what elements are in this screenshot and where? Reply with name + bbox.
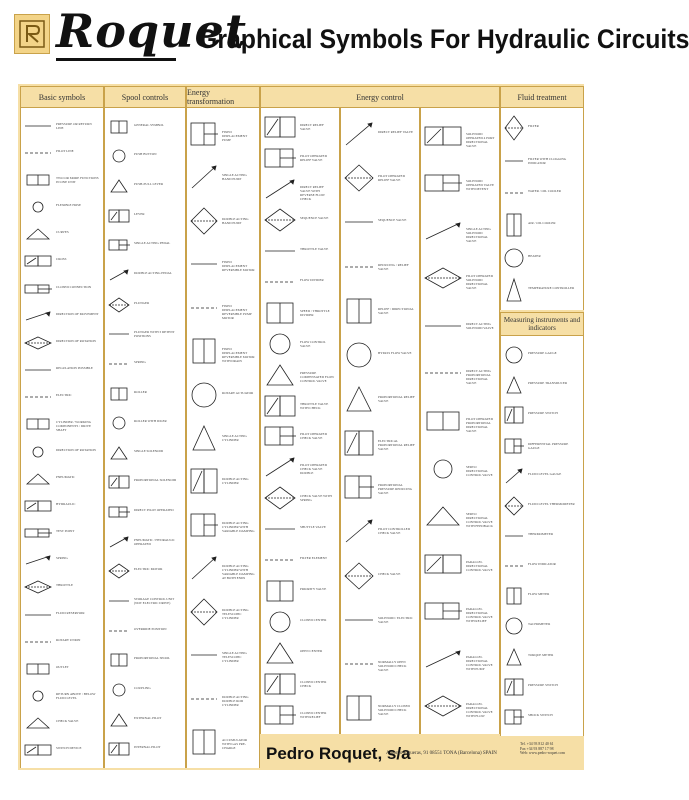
basic-symbol-icon: [23, 608, 53, 622]
meas-symbol-icon: [503, 405, 525, 425]
spool-symbol-label: SINGLE ACTING PEDAL: [134, 241, 171, 246]
ctrl-a-symbol-icon: [263, 672, 297, 696]
energy-symbol-icon: [189, 207, 219, 235]
ctrl-a-symbol-icon: [263, 177, 297, 201]
ctrl-a-symbol-label: PRIORITY VALVE: [300, 586, 327, 591]
basic-symbol-label: CLOSED CONNECTION: [56, 284, 92, 289]
spool-symbol-label: PROPORTIONAL SOLENOID: [134, 478, 177, 483]
ctrl-b-symbol-label: BYPASS FLOW VALVE: [378, 350, 412, 355]
ctrl-a-symbol-label: FILTER ELEMENT: [300, 556, 328, 561]
brand-underline: [56, 58, 176, 61]
ctrl-a-symbol-label: PILOT OPERATED CHECK VALVE: [300, 432, 327, 441]
ctrl-a-symbol-label: THROTTLE VALVE WITH CHECK: [300, 401, 329, 410]
energy-symbol-label: FIXED DISPLACEMENT REVERSIBLE PUMP MOTOR: [222, 303, 252, 320]
energy-symbol-label: ACCUMULATOR WITH GAS PRE-CHARGE: [222, 738, 248, 751]
basic-symbol-icon: [23, 336, 53, 350]
ctrl-a-symbol-label: SPEED / THROTTLE DIVIDER: [300, 308, 330, 317]
meas-symbol-icon: [503, 707, 525, 727]
ctrl-c-symbol-label: PILOT OPERATED PROPORTIONAL DIRECTIONAL VALVE: [466, 417, 493, 433]
basic-symbol-icon: [23, 363, 53, 377]
energy-symbol-icon: [189, 250, 219, 278]
meas-symbol-icon: [503, 466, 525, 486]
spool-symbol-icon: [107, 623, 131, 639]
ctrl-b-symbol-label: PILOT CONTROLLED CHECK VALVE: [378, 527, 411, 536]
energy-symbol-icon: [189, 511, 219, 539]
column-header-spool: Spool controls: [104, 86, 186, 108]
spool-symbol-label: PUSH-PULL LEVER: [134, 182, 164, 187]
spool-symbol-label: EXTERNAL PILOT: [134, 715, 162, 720]
ctrl-a-symbol-label: THROTTLE VALVE: [300, 247, 329, 252]
fluid-symbol-label: TEMPERATURE CONTROLLER: [528, 285, 575, 290]
basic-symbol-icon: [23, 743, 53, 757]
spool-symbol-label: STORAGE CONTROL UNIT (NOT ELECTRIC DRIVE): [134, 597, 175, 605]
ctrl-b-symbol-label: REDUCING / RELIEF VALVE: [378, 262, 409, 271]
basic-symbol-label: SPRING: [56, 556, 68, 561]
spool-symbol-icon: [107, 356, 131, 372]
energy-symbol-label: SINGLE ACTING TELESCOPIC CYLINDER: [222, 651, 247, 664]
basic-symbol-icon: [23, 689, 53, 703]
ctrl-c-symbol-label: DIRECT ACTING SOLENOID VALVE: [466, 321, 494, 330]
spool-symbol-icon: [107, 504, 131, 520]
energy-symbol-label: DOUBLE ACTING CYLINDER WITH VARIABLE DAMPING AT BOTH ENDS: [222, 564, 255, 581]
basic-symbol-label: THROTTLE: [56, 583, 74, 588]
ctrl-c-symbol-label: PARALLEL DIRECTIONAL CONTROL VALVE WITH FLOW: [466, 702, 493, 719]
spool-symbol-icon: [107, 148, 131, 164]
energy-symbol-icon: [189, 467, 219, 495]
footer-fax: Fax +34 93 887 17 98: [520, 746, 554, 751]
basic-symbol-label: FLEXIBLE HOSE: [56, 203, 82, 208]
spool-symbol-icon: [107, 474, 131, 490]
fluid-symbol-label: FILTER WITH CLOGGING INDICATOR: [528, 156, 567, 165]
ctrl-b-symbol-label: NORMALLY OPEN SOLENOID CHECK VALVE: [378, 659, 407, 672]
basic-symbol-label: OUTLET: [56, 664, 69, 669]
spool-symbol-icon: [107, 712, 131, 728]
column-header-energy: Energy transformation: [186, 86, 260, 108]
ctrl-a-symbol-icon: [263, 270, 297, 294]
basic-symbol-label: PILOT LINE: [56, 148, 74, 153]
ctrl-c-symbol-icon: [423, 695, 463, 717]
meas-symbol-icon: [503, 586, 525, 606]
energy-symbol-label: SINGLE ACTING HAND PUMP: [222, 173, 247, 182]
ctrl-c-symbol-icon: [423, 315, 463, 337]
energy-symbol-label: SINGLE ACTING CYLINDER: [222, 434, 247, 442]
energy-symbol-label: DOUBLE ACTING CYLINDER: [222, 477, 249, 486]
ctrl-a-symbol-label: DIRECT RELIEF VALVE WITH REVERSE FLOW CHECK: [300, 185, 325, 202]
footer-web: Web: www.pedro-roquet.com: [520, 751, 565, 756]
meas-symbol-icon: [503, 375, 525, 395]
basic-symbol-icon: [23, 309, 53, 323]
basic-symbol-icon: [23, 173, 53, 187]
energy-symbol-label: FIXED DISPLACEMENT PUMP: [222, 129, 248, 142]
ctrl-b-symbol-label: ELECTRICAL PROPORTIONAL RELIEF VALVE: [378, 439, 415, 452]
ctrl-c-symbol-label: PARALLEL DIRECTIONAL CONTROL VALVE WITH PUMP: [466, 654, 493, 671]
basic-symbol-label: TEST POINT: [56, 529, 75, 534]
basic-symbol-label: TWO OR MORE FUNCTIONS IN ONE UNIT: [56, 175, 99, 184]
ctrl-b-symbol-label: DIRECT RELIEF VALVE: [378, 130, 414, 135]
basic-symbol-icon: [23, 254, 53, 268]
ctrl-b-symbol-label: SOLENOID / ELECTRIC VALVE: [378, 615, 413, 624]
ctrl-c-symbol-icon: [423, 220, 463, 242]
ctrl-a-symbol-icon: [263, 641, 297, 665]
energy-symbol-icon: [189, 728, 219, 756]
meas-symbol-label: FLOW METER: [528, 592, 550, 597]
spool-symbol-icon: [107, 297, 131, 313]
basic-symbol-icon: [23, 716, 53, 730]
ctrl-b-symbol-icon: [343, 473, 375, 501]
fluid-symbol-label: WATER / OIL COOLER: [528, 188, 561, 193]
energy-symbol-icon: [189, 598, 219, 626]
energy-symbol-label: ROTARY ACTUATOR: [222, 390, 254, 395]
ctrl-b-symbol-icon: [343, 694, 375, 722]
ctrl-a-symbol-icon: [263, 548, 297, 572]
ctrl-a-symbol-label: FLOW CONTROL VALVE: [300, 339, 326, 348]
ctrl-a-symbol-label: DIRECT RELIEF VALVE: [300, 123, 324, 132]
ctrl-a-symbol-label: CHECK VALVE WITH SPRING: [300, 494, 332, 503]
meas-symbol-label: FLOW INDICATOR: [528, 562, 556, 567]
column-header-fluid: Fluid treatment: [500, 86, 584, 108]
spool-symbol-label: PLUNGER: [134, 300, 150, 305]
ctrl-b-symbol-label: PILOT OPERATED RELIEF VALVE: [378, 174, 405, 183]
basic-symbol-label: ELECTRIC: [56, 393, 72, 398]
ctrl-a-symbol-icon: [263, 239, 297, 263]
ctrl-b-symbol-icon: [343, 341, 375, 369]
spool-symbol-icon: [107, 534, 131, 550]
ctrl-b-symbol-icon: [343, 562, 375, 590]
ctrl-c-symbol-label: SERVO DIRECTIONAL CONTROL VALVE: [466, 464, 493, 477]
spool-symbol-icon: [107, 445, 131, 461]
spool-symbol-label: PROPORTIONAL SPOOL: [134, 656, 171, 661]
basic-symbol-label: RETURN ABOVE / BELOW FLUID LEVEL: [56, 692, 96, 701]
ctrl-c-symbol-label: SINGLE ACTING SOLENOID DIRECTIONAL VALVE: [466, 226, 491, 243]
ctrl-a-symbol-icon: [263, 363, 297, 387]
meas-symbol-label: TORQUE METER: [528, 652, 554, 657]
ctrl-c-symbol-label: SERVO DIRECTIONAL CONTROL VALVE WITH FEEDBACK: [466, 512, 493, 529]
ctrl-c-symbol-icon: [423, 125, 463, 147]
basic-symbol-label: HYDRAULIC: [56, 501, 76, 506]
ctrl-a-symbol-label: CLOSED CENTER: [300, 617, 327, 622]
energy-symbol-label: FIXED DISPLACEMENT REVERSIBLE MOTOR WITH DRAIN: [222, 347, 255, 364]
column-header-control: Energy control: [260, 86, 500, 108]
energy-symbol-icon: [189, 120, 219, 148]
energy-symbol-label: DOUBLE ACTING DOUBLE ROD CYLINDER: [222, 694, 249, 707]
basic-symbol-label: CYLINDER / WORKING COMPONENTS / DRIVE SHAFT: [56, 420, 92, 433]
energy-symbol-icon: [189, 554, 219, 582]
ctrl-c-symbol-icon: [423, 553, 463, 575]
spool-symbol-label: ROLLER WITH IDLER: [134, 419, 167, 424]
basic-symbol-label: DIRECTION OF ROTATION: [56, 447, 96, 452]
spool-symbol-label: GENERAL SYMBOL: [134, 122, 164, 127]
fluid-symbol-icon: [503, 245, 525, 271]
basic-symbol-icon: [23, 227, 53, 241]
basic-symbol-label: PRESSURE OR RETURN LINE: [56, 121, 92, 130]
ctrl-b-symbol-icon: [343, 253, 375, 281]
spool-symbol-label: PNEUMATIC / HYDRAULIC OPERATED: [134, 537, 175, 546]
footer-contact: [520, 742, 582, 756]
spool-symbol-label: DIRECT PILOT OPERATED: [134, 508, 174, 513]
column-header-basic: Basic symbols: [20, 86, 104, 108]
ctrl-a-symbol-icon: [263, 208, 297, 232]
ctrl-a-symbol-label: FLOW DIVIDER: [300, 277, 324, 282]
spool-symbol-label: ELECTRIC MOTOR: [134, 567, 163, 572]
meas-symbol-icon: [503, 496, 525, 516]
basic-symbol-icon: [23, 580, 53, 594]
ctrl-a-symbol-label: SHUTTLE VALVE: [300, 525, 326, 530]
ctrl-a-symbol-icon: [263, 424, 297, 448]
footer-tel: Tel. +34 93 812 40 61: [520, 742, 554, 746]
fluid-symbol-icon: [503, 277, 525, 303]
ctrl-b-symbol-icon: [343, 208, 375, 236]
ctrl-c-symbol-label: PILOT OPERATED SOLENOID DIRECTIONAL VALVE: [466, 274, 493, 291]
meas-symbol-label: PRESSURE GAUGE: [528, 351, 557, 356]
ctrl-a-symbol-icon: [263, 517, 297, 541]
ctrl-a-symbol-label: SEQUENCE VALVE: [300, 216, 329, 221]
ctrl-b-symbol-icon: [343, 606, 375, 634]
ctrl-b-symbol-label: RELIEF / DIRECTIONAL VALVE: [378, 306, 414, 315]
basic-symbol-label: CHECK VALVE: [56, 719, 79, 724]
spool-symbol-label: COUPLING: [134, 685, 151, 690]
ctrl-c-symbol-icon: [423, 267, 463, 289]
spool-symbol-icon: [107, 741, 131, 757]
spool-symbol-icon: [107, 682, 131, 698]
energy-symbol-icon: [189, 163, 219, 191]
meas-symbol-icon: [503, 345, 525, 365]
energy-symbol-icon: [189, 381, 219, 409]
meas-symbol-label: FLUID LEVEL THERMOMETER: [528, 501, 575, 506]
basic-symbol-label: DIRECTION OF ROTATION: [56, 338, 96, 343]
spool-symbol-icon: [107, 415, 131, 431]
fluid-symbol-icon: [503, 180, 525, 206]
spool-symbol-label: ROLLER: [134, 389, 147, 394]
ctrl-c-symbol-icon: [423, 505, 463, 527]
fluid-symbol-label: FILTER: [528, 124, 539, 129]
spool-symbol-icon: [107, 178, 131, 194]
spool-symbol-icon: [107, 208, 131, 224]
ctrl-b-symbol-icon: [343, 429, 375, 457]
ctrl-a-symbol-icon: [263, 301, 297, 325]
fluid-symbol-label: HEATER: [528, 253, 541, 258]
ctrl-a-symbol-label: OPEN CENTER: [300, 648, 323, 653]
ctrl-b-symbol-icon: [343, 120, 375, 148]
column-header-measuring: Measuring instruments and indicators: [500, 312, 584, 336]
fluid-symbol-icon: [503, 148, 525, 174]
fluid-symbol-icon: [503, 212, 525, 238]
ctrl-a-symbol-icon: [263, 703, 297, 727]
basic-symbol-label: CURVES: [56, 230, 69, 235]
energy-symbol-icon: [189, 294, 219, 322]
spool-symbol-label: SPRING: [134, 359, 146, 364]
basic-symbol-icon: [23, 526, 53, 540]
meas-symbol-icon: [503, 616, 525, 636]
ctrl-a-symbol-icon: [263, 394, 297, 418]
energy-symbol-label: FIXED DISPLACEMENT REVERSIBLE MOTOR: [222, 260, 255, 273]
basic-symbol-label: DIRECTION OF MOVEMENT: [56, 311, 99, 316]
basic-symbol-label: REGULATION POSSIBLE: [56, 366, 93, 371]
spool-symbol-icon: [107, 593, 131, 609]
meas-symbol-label: SHOCK SWITCH: [528, 712, 553, 717]
brand-name: Roquet: [56, 4, 248, 58]
ctrl-c-symbol-icon: [423, 172, 463, 194]
spool-symbol-icon: [107, 652, 131, 668]
ctrl-a-symbol-label: PILOT OPERATED RELIEF VALVE: [300, 154, 327, 163]
meas-symbol-label: DIFFERENTIAL PRESSURE GAUGE: [528, 441, 569, 450]
ctrl-c-symbol-label: SOLENOID OPERATED VALVE WITH DETENT: [466, 179, 495, 192]
spool-symbol-label: LEVER: [134, 211, 145, 216]
energy-symbol-icon: [189, 424, 219, 452]
meas-symbol-label: PRESSURE SWITCH: [528, 682, 558, 687]
basic-symbol-label: CROSS: [56, 257, 67, 262]
roquet-logo-icon: [14, 14, 50, 54]
meas-symbol-label: THERMOMETER: [528, 532, 554, 536]
spool-symbol-icon: [107, 237, 131, 253]
spool-symbol-label: PUSH BUTTON: [134, 152, 157, 157]
ctrl-b-symbol-label: PROPORTIONAL PRESSURE REDUCING VALVE: [378, 483, 413, 496]
basic-symbol-icon: [23, 662, 53, 676]
ctrl-a-symbol-icon: [263, 332, 297, 356]
ctrl-a-symbol-icon: [263, 486, 297, 510]
ctrl-c-symbol-label: PARALLEL DIRECTIONAL CONTROL VALVE WITH RELIEF: [466, 607, 493, 624]
ctrl-b-symbol-icon: [343, 297, 375, 325]
basic-symbol-icon: [23, 282, 53, 296]
ctrl-c-symbol-icon: [423, 458, 463, 480]
basic-symbol-icon: [23, 553, 53, 567]
ctrl-a-symbol-label: CLOSED CENTER WITH RELIEF: [300, 710, 327, 719]
basic-symbol-label: FLUID RESERVOIR: [56, 610, 85, 615]
meas-symbol-icon: [503, 436, 525, 456]
footer-company: Pedro Roquet, s/a: [266, 744, 411, 763]
ctrl-b-symbol-label: SEQUENCE VALVE: [378, 218, 407, 223]
ctrl-a-symbol-icon: [263, 146, 297, 170]
basic-symbol-icon: [23, 417, 53, 431]
ctrl-c-symbol-label: DIRECT ACTING PROPORTIONAL DIRECTIONAL VALVE: [466, 369, 491, 386]
basic-symbol-icon: [23, 146, 53, 160]
meas-symbol-icon: [503, 647, 525, 667]
ctrl-b-symbol-label: CHECK VALVE: [378, 571, 401, 576]
fluid-symbol-icon: [503, 115, 525, 141]
meas-symbol-icon: [503, 556, 525, 576]
meas-symbol-label: TACHOMETER: [528, 622, 551, 627]
meas-symbol-label: PRESSURE SWITCH: [528, 411, 558, 416]
meas-symbol-label: FLUID LEVEL GAUGE: [528, 471, 562, 476]
ctrl-c-symbol-icon: [423, 362, 463, 384]
spool-symbol-label: SINGLE SOLENOID: [134, 448, 164, 453]
energy-symbol-label: DOUBLE ACTING CYLINDER WITH VARIABLE DAMPING: [222, 520, 255, 533]
basic-symbol-label: SWITCH DEVICE: [56, 746, 82, 751]
energy-symbol-label: DOUBLE ACTING TELESCOPIC CYLINDER: [222, 607, 249, 620]
meas-symbol-label: PRESSURE TRANSDUCER: [528, 381, 568, 386]
ctrl-b-symbol-label: NORMALLY CLOSED SOLENOID CHECK VALVE: [378, 703, 410, 716]
energy-control-column-b: [340, 108, 420, 734]
meas-symbol-icon: [503, 526, 525, 546]
energy-symbol-icon: [189, 337, 219, 365]
ctrl-b-symbol-icon: [343, 164, 375, 192]
ctrl-b-symbol-icon: [343, 650, 375, 678]
spool-symbol-label: PLUNGER WITH 3 DETENT POSITIONS: [134, 330, 175, 339]
footer-address: Antonio Figueras, 91 08551 TONA (Barcelona) SPAIN: [386, 751, 497, 756]
basic-symbol-icon: [23, 635, 53, 649]
ctrl-a-symbol-icon: [263, 115, 297, 139]
basic-symbol-label: ROTARY UNION: [56, 637, 81, 642]
basic-symbol-label: PNEUMATIC: [56, 474, 75, 479]
basic-symbol-icon: [23, 119, 53, 133]
basic-symbol-icon: [23, 390, 53, 404]
spool-symbol-icon: [107, 326, 131, 342]
ctrl-a-symbol-label: CLOSED CENTER CHECK: [300, 679, 327, 688]
fluid-symbol-label: AIR / OIL COOLER: [528, 221, 556, 226]
ctrl-c-symbol-icon: [423, 600, 463, 622]
ctrl-c-symbol-icon: [423, 648, 463, 670]
basic-symbol-icon: [23, 499, 53, 513]
spool-symbol-icon: [107, 563, 131, 579]
ctrl-a-symbol-icon: [263, 455, 297, 479]
spool-symbol-label: OVERRIDE POSITION: [134, 626, 167, 631]
energy-symbol-label: DOUBLE ACTING HAND PUMP: [222, 216, 249, 225]
ctrl-a-symbol-icon: [263, 610, 297, 634]
ctrl-b-symbol-icon: [343, 517, 375, 545]
ctrl-c-symbol-label: PARALLEL DIRECTIONAL CONTROL VALVE: [466, 559, 493, 572]
energy-symbol-icon: [189, 641, 219, 669]
ctrl-a-symbol-icon: [263, 579, 297, 603]
spool-symbol-label: DOUBLE ACTING PEDAL: [134, 271, 172, 275]
ctrl-c-symbol-label: SOLENOID OPERATED 4 PORT DIRECTIONAL VALVE: [466, 131, 495, 148]
page-title: Graphical Symbols For Hydraulic Circuits: [198, 24, 689, 54]
basic-symbol-icon: [23, 445, 53, 459]
ctrl-a-symbol-label: PRESSURE COMPENSATED FLOW CONTROL VALVE: [300, 370, 335, 383]
ctrl-b-symbol-label: PROPORTIONAL RELIEF VALVE: [378, 394, 415, 403]
spool-symbol-label: INTERNAL PILOT: [134, 745, 161, 750]
spool-symbol-icon: [107, 119, 131, 135]
ctrl-a-symbol-label: PILOT OPERATED CHECK VALVE DOUBLE: [300, 463, 327, 476]
basic-symbol-icon: [23, 200, 53, 214]
basic-symbol-icon: [23, 472, 53, 486]
ctrl-c-symbol-icon: [423, 410, 463, 432]
spool-symbol-icon: [107, 267, 131, 283]
spool-symbol-icon: [107, 386, 131, 402]
energy-symbol-icon: [189, 685, 219, 713]
ctrl-b-symbol-icon: [343, 385, 375, 413]
meas-symbol-icon: [503, 677, 525, 697]
